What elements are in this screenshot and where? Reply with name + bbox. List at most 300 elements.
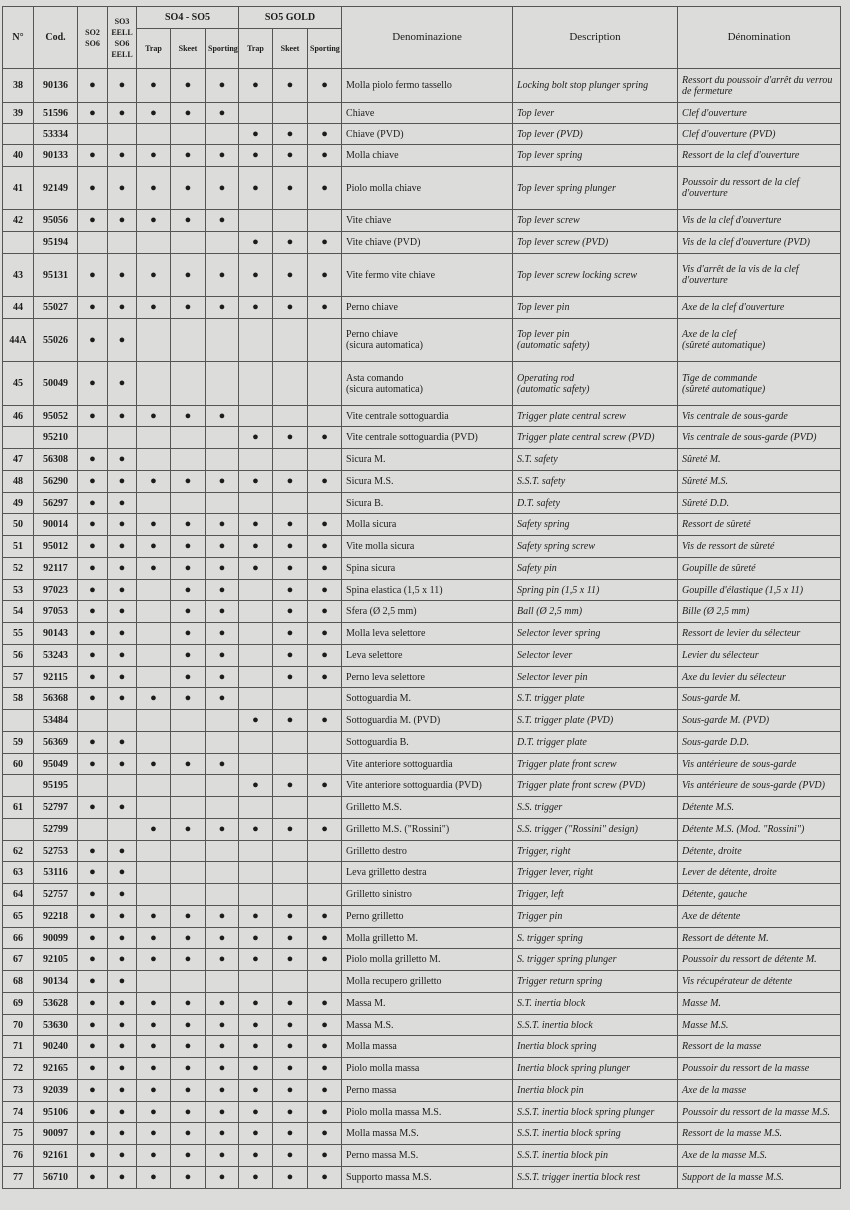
header-denominazione: Denominazione xyxy=(342,7,513,69)
table-row xyxy=(3,884,841,906)
table-row xyxy=(3,841,841,862)
availability-dot: ● xyxy=(171,601,206,623)
availability-empty xyxy=(137,319,171,362)
availability-empty xyxy=(308,319,342,362)
availability-dot: ● xyxy=(308,906,342,928)
table-row xyxy=(3,710,841,732)
availability-dot: ● xyxy=(239,124,273,145)
table-row xyxy=(3,623,841,645)
availability-dot: ● xyxy=(137,297,171,319)
part-number: 52 xyxy=(3,558,34,580)
availability-dot: ● xyxy=(108,536,137,558)
name-french: Ressort du poussoir d'arrêt du verrou de fermeture xyxy=(678,69,841,103)
availability-dot: ● xyxy=(108,1145,137,1167)
availability-dot: ● xyxy=(273,1145,308,1167)
availability-dot: ● xyxy=(108,1167,137,1189)
part-code: 95106 xyxy=(34,1102,78,1123)
part-number: 71 xyxy=(3,1036,34,1058)
availability-empty xyxy=(171,710,206,732)
header-eell-1: EELL xyxy=(111,27,133,37)
header-trap-2: Trap xyxy=(239,29,273,69)
part-code: 95194 xyxy=(34,232,78,254)
name-italian: Spina sicura xyxy=(342,558,513,580)
availability-dot: ● xyxy=(239,1123,273,1145)
part-number: 72 xyxy=(3,1058,34,1080)
availability-empty xyxy=(108,775,137,797)
availability-dot: ● xyxy=(108,1123,137,1145)
table-row xyxy=(3,406,841,427)
name-italian: Sottoguardia M. (PVD) xyxy=(342,710,513,732)
part-number: 46 xyxy=(3,406,34,427)
availability-dot: ● xyxy=(273,775,308,797)
name-french: Vis de la clef d'ouverture (PVD) xyxy=(678,232,841,254)
availability-dot: ● xyxy=(308,819,342,841)
table-row xyxy=(3,167,841,210)
header-sporting-2: Sporting xyxy=(308,29,342,69)
availability-dot: ● xyxy=(137,406,171,427)
availability-dot: ● xyxy=(108,797,137,819)
name-french: Détente M.S. (Mod. "Rossini") xyxy=(678,819,841,841)
header-so2: SO2 xyxy=(85,27,100,37)
name-italian: Piolo molla massa M.S. xyxy=(342,1102,513,1123)
name-french: Tige de commande (sûreté automatique) xyxy=(678,362,841,406)
availability-dot: ● xyxy=(171,1036,206,1058)
name-french: Goupille de sûreté xyxy=(678,558,841,580)
availability-dot: ● xyxy=(78,906,108,928)
availability-dot: ● xyxy=(273,623,308,645)
part-code: 92039 xyxy=(34,1080,78,1102)
availability-dot: ● xyxy=(206,406,239,427)
availability-empty xyxy=(308,406,342,427)
availability-dot: ● xyxy=(206,1036,239,1058)
part-number: 59 xyxy=(3,732,34,754)
name-english: S.S. trigger ("Rossini" design) xyxy=(513,819,678,841)
availability-empty xyxy=(78,232,108,254)
availability-empty xyxy=(137,775,171,797)
part-code: 92165 xyxy=(34,1058,78,1080)
availability-dot: ● xyxy=(137,688,171,710)
table-row xyxy=(3,949,841,971)
availability-dot: ● xyxy=(273,601,308,623)
availability-dot: ● xyxy=(108,1058,137,1080)
availability-dot: ● xyxy=(171,514,206,536)
availability-dot: ● xyxy=(78,949,108,971)
table-row xyxy=(3,862,841,884)
part-code: 90136 xyxy=(34,69,78,103)
availability-empty xyxy=(239,319,273,362)
name-english: Top lever (PVD) xyxy=(513,124,678,145)
name-english: Ball (Ø 2,5 mm) xyxy=(513,601,678,623)
name-english: S.S.T. safety xyxy=(513,471,678,493)
table-row xyxy=(3,254,841,297)
availability-empty xyxy=(239,862,273,884)
availability-empty xyxy=(273,210,308,232)
availability-dot: ● xyxy=(273,1080,308,1102)
part-code: 55027 xyxy=(34,297,78,319)
name-italian: Perno massa M.S. xyxy=(342,1145,513,1167)
availability-dot: ● xyxy=(78,297,108,319)
name-french: Masse M.S. xyxy=(678,1015,841,1036)
table-row xyxy=(3,1058,841,1080)
availability-dot: ● xyxy=(273,471,308,493)
availability-dot: ● xyxy=(108,1015,137,1036)
name-italian: Piolo molla massa xyxy=(342,1058,513,1080)
availability-dot: ● xyxy=(239,1015,273,1036)
part-code: 92218 xyxy=(34,906,78,928)
availability-dot: ● xyxy=(206,645,239,667)
name-french: Sous-garde M. xyxy=(678,688,841,710)
parts-table xyxy=(2,6,841,1189)
availability-dot: ● xyxy=(108,1080,137,1102)
availability-empty xyxy=(273,754,308,775)
availability-empty xyxy=(137,580,171,601)
availability-empty xyxy=(239,210,273,232)
availability-dot: ● xyxy=(78,884,108,906)
availability-dot: ● xyxy=(171,580,206,601)
name-english: Top lever pin xyxy=(513,297,678,319)
availability-empty xyxy=(273,971,308,993)
availability-empty xyxy=(239,971,273,993)
part-code: 55026 xyxy=(34,319,78,362)
name-french: Axe de détente xyxy=(678,906,841,928)
part-number: 67 xyxy=(3,949,34,971)
availability-dot: ● xyxy=(78,319,108,362)
availability-empty xyxy=(308,103,342,124)
availability-empty xyxy=(273,862,308,884)
availability-dot: ● xyxy=(239,1080,273,1102)
availability-dot: ● xyxy=(206,601,239,623)
availability-dot: ● xyxy=(206,1015,239,1036)
table-row xyxy=(3,688,841,710)
availability-dot: ● xyxy=(108,471,137,493)
availability-dot: ● xyxy=(108,319,137,362)
name-english: Trigger plate central screw (PVD) xyxy=(513,427,678,449)
name-italian: Vite centrale sottoguardia xyxy=(342,406,513,427)
name-italian: Vite anteriore sottoguardia xyxy=(342,754,513,775)
part-code: 90099 xyxy=(34,928,78,949)
availability-empty xyxy=(137,841,171,862)
availability-dot: ● xyxy=(308,949,342,971)
part-code: 97053 xyxy=(34,601,78,623)
header-so4-so5: SO4 - SO5 xyxy=(137,7,239,29)
header-trap-1: Trap xyxy=(137,29,171,69)
part-number: 44A xyxy=(3,319,34,362)
table-row xyxy=(3,993,841,1015)
availability-dot: ● xyxy=(137,949,171,971)
availability-empty xyxy=(206,124,239,145)
part-number: 68 xyxy=(3,971,34,993)
availability-dot: ● xyxy=(78,406,108,427)
availability-dot: ● xyxy=(308,667,342,688)
name-french: Ressort de la masse xyxy=(678,1036,841,1058)
part-number: 47 xyxy=(3,449,34,471)
availability-dot: ● xyxy=(206,949,239,971)
part-code: 53334 xyxy=(34,124,78,145)
part-number xyxy=(3,232,34,254)
availability-dot: ● xyxy=(308,124,342,145)
availability-empty xyxy=(206,449,239,471)
availability-dot: ● xyxy=(171,819,206,841)
name-french: Vis d'arrêt de la vis de la clef d'ouverture xyxy=(678,254,841,297)
table-row xyxy=(3,449,841,471)
name-english: Locking bolt stop plunger spring xyxy=(513,69,678,103)
name-french: Poussoir du ressort de détente M. xyxy=(678,949,841,971)
part-code: 95210 xyxy=(34,427,78,449)
availability-dot: ● xyxy=(273,1123,308,1145)
name-english: Spring pin (1,5 x 11) xyxy=(513,580,678,601)
name-english: Top lever xyxy=(513,103,678,124)
name-italian: Piolo molla grilletto M. xyxy=(342,949,513,971)
part-number xyxy=(3,427,34,449)
name-french: Axe de la clef d'ouverture xyxy=(678,297,841,319)
availability-dot: ● xyxy=(108,449,137,471)
availability-dot: ● xyxy=(137,103,171,124)
name-italian: Piolo molla chiave xyxy=(342,167,513,210)
name-french: Vis de ressort de sûreté xyxy=(678,536,841,558)
part-code: 53116 xyxy=(34,862,78,884)
name-french: Axe du levier du sélecteur xyxy=(678,667,841,688)
availability-dot: ● xyxy=(108,297,137,319)
availability-empty xyxy=(239,732,273,754)
table-row xyxy=(3,103,841,124)
availability-dot: ● xyxy=(78,754,108,775)
name-french: Sous-garde D.D. xyxy=(678,732,841,754)
availability-empty xyxy=(137,862,171,884)
availability-dot: ● xyxy=(137,928,171,949)
part-code: 95012 xyxy=(34,536,78,558)
availability-dot: ● xyxy=(308,297,342,319)
name-english: S.T. inertia block xyxy=(513,993,678,1015)
name-italian: Sottoguardia B. xyxy=(342,732,513,754)
name-french: Ressort de levier du sélecteur xyxy=(678,623,841,645)
availability-dot: ● xyxy=(239,1102,273,1123)
availability-dot: ● xyxy=(78,993,108,1015)
availability-dot: ● xyxy=(78,667,108,688)
availability-empty xyxy=(137,427,171,449)
availability-dot: ● xyxy=(239,232,273,254)
part-number: 45 xyxy=(3,362,34,406)
name-italian: Sicura M.S. xyxy=(342,471,513,493)
table-row xyxy=(3,124,841,145)
part-number: 57 xyxy=(3,667,34,688)
name-italian: Supporto massa M.S. xyxy=(342,1167,513,1189)
availability-empty xyxy=(78,775,108,797)
availability-empty xyxy=(108,819,137,841)
availability-empty xyxy=(137,797,171,819)
availability-dot: ● xyxy=(137,69,171,103)
availability-dot: ● xyxy=(239,710,273,732)
table-row xyxy=(3,427,841,449)
availability-empty xyxy=(171,884,206,906)
availability-dot: ● xyxy=(273,906,308,928)
name-english: Top lever spring plunger xyxy=(513,167,678,210)
availability-dot: ● xyxy=(108,949,137,971)
availability-dot: ● xyxy=(108,145,137,167)
availability-dot: ● xyxy=(308,427,342,449)
availability-dot: ● xyxy=(171,210,206,232)
name-italian: Grilletto sinistro xyxy=(342,884,513,906)
part-number: 74 xyxy=(3,1102,34,1123)
availability-empty xyxy=(206,710,239,732)
header-so3-eell xyxy=(108,7,137,69)
availability-empty xyxy=(273,449,308,471)
part-number: 44 xyxy=(3,297,34,319)
availability-dot: ● xyxy=(273,1058,308,1080)
availability-dot: ● xyxy=(137,1102,171,1123)
part-code: 53630 xyxy=(34,1015,78,1036)
availability-empty xyxy=(308,210,342,232)
name-french: Vis antérieure de sous-garde xyxy=(678,754,841,775)
name-french: Axe de la clef (sûreté automatique) xyxy=(678,319,841,362)
availability-dot: ● xyxy=(308,558,342,580)
name-french: Vis antérieure de sous-garde (PVD) xyxy=(678,775,841,797)
availability-dot: ● xyxy=(206,623,239,645)
availability-empty xyxy=(206,232,239,254)
name-italian: Grilletto M.S. xyxy=(342,797,513,819)
availability-dot: ● xyxy=(308,145,342,167)
name-italian: Leva selettore xyxy=(342,645,513,667)
availability-dot: ● xyxy=(78,471,108,493)
availability-dot: ● xyxy=(108,580,137,601)
table-row xyxy=(3,69,841,103)
table-row xyxy=(3,754,841,775)
name-french: Poussoir du ressort de la masse xyxy=(678,1058,841,1080)
name-italian: Molla sicura xyxy=(342,514,513,536)
name-italian: Vite fermo vite chiave xyxy=(342,254,513,297)
availability-dot: ● xyxy=(206,536,239,558)
name-french: Sûreté D.D. xyxy=(678,493,841,514)
availability-dot: ● xyxy=(137,1145,171,1167)
availability-dot: ● xyxy=(108,103,137,124)
availability-dot: ● xyxy=(273,69,308,103)
header-so2-so6 xyxy=(78,7,108,69)
availability-empty xyxy=(273,884,308,906)
availability-empty xyxy=(171,124,206,145)
availability-empty xyxy=(171,493,206,514)
part-number: 61 xyxy=(3,797,34,819)
availability-dot: ● xyxy=(171,754,206,775)
availability-dot: ● xyxy=(137,754,171,775)
availability-dot: ● xyxy=(239,471,273,493)
availability-empty xyxy=(239,362,273,406)
availability-dot: ● xyxy=(308,580,342,601)
name-english: S.S.T. trigger inertia block rest xyxy=(513,1167,678,1189)
availability-dot: ● xyxy=(273,1036,308,1058)
availability-dot: ● xyxy=(273,819,308,841)
availability-dot: ● xyxy=(239,145,273,167)
availability-dot: ● xyxy=(206,906,239,928)
name-italian: Perno leva selettore xyxy=(342,667,513,688)
availability-dot: ● xyxy=(137,210,171,232)
availability-dot: ● xyxy=(206,819,239,841)
availability-empty xyxy=(137,732,171,754)
availability-dot: ● xyxy=(273,1102,308,1123)
table-row xyxy=(3,775,841,797)
availability-dot: ● xyxy=(206,993,239,1015)
name-italian: Vite anteriore sottoguardia (PVD) xyxy=(342,775,513,797)
availability-dot: ● xyxy=(78,862,108,884)
availability-dot: ● xyxy=(78,493,108,514)
availability-dot: ● xyxy=(78,1058,108,1080)
availability-dot: ● xyxy=(137,254,171,297)
table-row xyxy=(3,362,841,406)
availability-empty xyxy=(239,601,273,623)
header-sporting-1: Sporting xyxy=(206,29,239,69)
table-row xyxy=(3,297,841,319)
availability-empty xyxy=(171,775,206,797)
availability-dot: ● xyxy=(108,254,137,297)
name-english: S.T. trigger plate (PVD) xyxy=(513,710,678,732)
availability-dot: ● xyxy=(308,601,342,623)
part-code: 90097 xyxy=(34,1123,78,1145)
availability-dot: ● xyxy=(206,254,239,297)
name-french: Ressort de détente M. xyxy=(678,928,841,949)
part-number: 41 xyxy=(3,167,34,210)
table-row xyxy=(3,1102,841,1123)
availability-dot: ● xyxy=(171,1080,206,1102)
availability-empty xyxy=(137,971,171,993)
name-french: Ressort de la clef d'ouverture xyxy=(678,145,841,167)
name-french: Sûreté M.S. xyxy=(678,471,841,493)
availability-empty xyxy=(137,645,171,667)
part-number xyxy=(3,775,34,797)
availability-dot: ● xyxy=(239,1167,273,1189)
availability-dot: ● xyxy=(206,580,239,601)
availability-dot: ● xyxy=(171,406,206,427)
part-number: 55 xyxy=(3,623,34,645)
availability-dot: ● xyxy=(78,69,108,103)
availability-dot: ● xyxy=(273,145,308,167)
availability-dot: ● xyxy=(78,928,108,949)
name-english: Trigger, left xyxy=(513,884,678,906)
availability-dot: ● xyxy=(273,558,308,580)
availability-dot: ● xyxy=(273,993,308,1015)
availability-dot: ● xyxy=(171,69,206,103)
availability-empty xyxy=(171,732,206,754)
table-row xyxy=(3,493,841,514)
name-italian: Molla massa M.S. xyxy=(342,1123,513,1145)
availability-empty xyxy=(78,710,108,732)
name-english: S.T. trigger plate xyxy=(513,688,678,710)
table-row xyxy=(3,1167,841,1189)
availability-empty xyxy=(171,841,206,862)
part-code: 53628 xyxy=(34,993,78,1015)
part-number: 50 xyxy=(3,514,34,536)
availability-dot: ● xyxy=(78,1036,108,1058)
availability-empty xyxy=(273,406,308,427)
name-english: Trigger pin xyxy=(513,906,678,928)
part-code: 52799 xyxy=(34,819,78,841)
part-code: 97023 xyxy=(34,580,78,601)
name-french: Détente M.S. xyxy=(678,797,841,819)
availability-dot: ● xyxy=(78,145,108,167)
availability-dot: ● xyxy=(171,254,206,297)
name-english: Top lever pin (automatic safety) xyxy=(513,319,678,362)
availability-empty xyxy=(206,841,239,862)
availability-dot: ● xyxy=(171,667,206,688)
name-english: S.S.T. inertia block xyxy=(513,1015,678,1036)
table-row xyxy=(3,971,841,993)
availability-empty xyxy=(171,232,206,254)
availability-empty xyxy=(137,493,171,514)
part-number: 62 xyxy=(3,841,34,862)
name-english: Selector lever pin xyxy=(513,667,678,688)
availability-empty xyxy=(78,427,108,449)
part-number: 70 xyxy=(3,1015,34,1036)
availability-empty xyxy=(239,841,273,862)
part-code: 90143 xyxy=(34,623,78,645)
part-code: 52757 xyxy=(34,884,78,906)
